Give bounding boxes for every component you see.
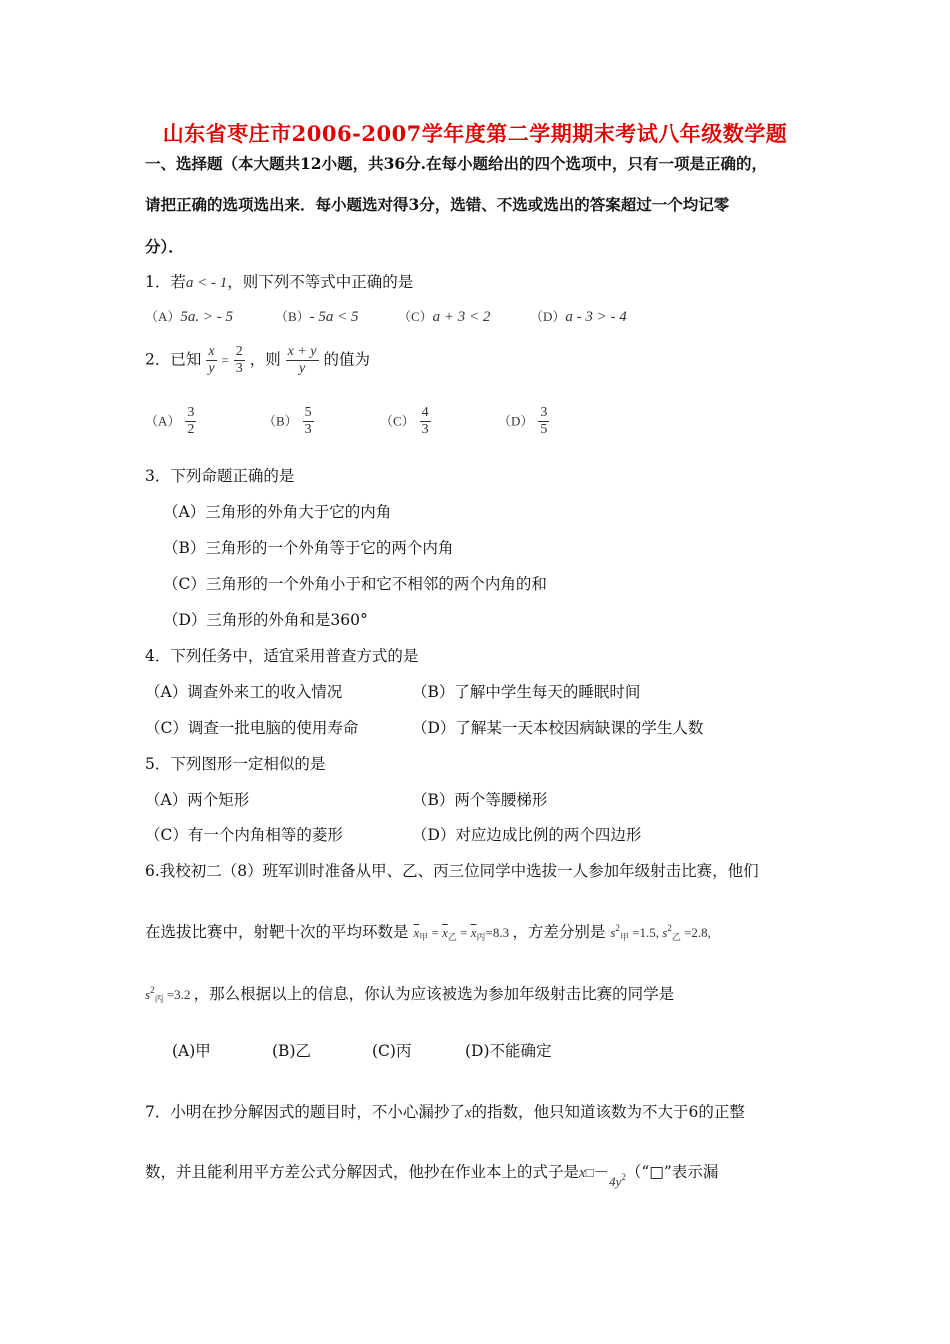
q6-option-d: (D)不能确定 [465, 1042, 552, 1060]
q1-option-c-math: a + 3 < 2 [432, 309, 491, 325]
q2-middle-text: ，则 [249, 350, 281, 369]
q7-expr-minus: － [593, 1163, 610, 1181]
q1-option-b: （B）- 5a < 5 [275, 309, 359, 325]
q1-option-b-math: - 5a < 5 [309, 309, 359, 325]
q6-mean-expression: $\overline{x}_甲 = \overline{x}_乙 = \overline{x}_丙=8.3$ [413, 925, 510, 942]
q1-option-a-math: 5a. > - 5 [180, 309, 234, 325]
question-6-line2 [145, 920, 711, 943]
q2-prefix: 2．已知 [145, 350, 202, 369]
section-instructions-line1: 一、选择题（本大题共12小题，共36分.在每小题给出的四个选项中，只有一项是正确的， [145, 154, 768, 173]
question-6-line3 [145, 982, 674, 1005]
q2-fraction-2-over-3: $\frac{2}{3}$ [235, 344, 243, 376]
q6-option-b: (B)乙 [272, 1042, 311, 1060]
q2-fraction-x-over-y: $\frac{x}{y}$ [208, 344, 215, 376]
q2-equals: = [221, 352, 229, 368]
question-5-stem: 5．下列图形一定相似的是 [145, 755, 326, 773]
q2-option-c: （C） $\frac{4}{3}$ [380, 405, 429, 437]
q1-option-c: （C）a + 3 < 2 [398, 309, 491, 325]
q6-variance-bing: $s^2_丙 =3.2$ [145, 985, 191, 1004]
question-7-line1 [145, 1100, 745, 1122]
q6-line2-prefix: 在选拔比赛中，射靶十次的平均环数是 [145, 923, 409, 941]
q2-option-d: （D） $\frac{3}{5}$ [498, 405, 548, 437]
q3-option-a: （A）三角形的外角大于它的内角 [163, 503, 392, 521]
q5-option-c: （C）有一个内角相等的菱形 [145, 826, 343, 844]
q4-option-a: （A）调查外来工的收入情况 [145, 683, 343, 701]
q5-option-b: （B）两个等腰梯形 [412, 791, 548, 809]
section-instructions-line3: 分）． [145, 237, 184, 256]
q6-option-c: (C)丙 [372, 1042, 412, 1060]
q1-option-d: （D）a - 3 > - 4 [530, 309, 627, 325]
q2-fraction-sum-over-y: $\frac{x + y}{y}$ [287, 344, 317, 376]
question-6-line1: 6.我校初二（8）班军训时准备从甲、乙、丙三位同学中选拔一人参加年级射击比赛，他们 [145, 862, 759, 880]
q7-line2-prefix: 数，并且能利用平方差公式分解因式，他抄在作业本上的式子是 [145, 1163, 580, 1181]
q7-expr-box: □ [585, 1165, 594, 1180]
q4-option-c: （C）调查一批电脑的使用寿命 [145, 719, 359, 737]
q6-line3-text: ，那么根据以上的信息，你认为应该被选为参加年级射击比赛的同学是 [193, 985, 675, 1003]
q3-option-b: （B）三角形的一个外角等于它的两个内角 [163, 539, 454, 557]
q1-option-a: （A）5a. > - 5 [145, 309, 234, 325]
q3-option-d: （D）三角形的外角和是360° [163, 611, 368, 629]
q2-suffix: 的值为 [323, 350, 370, 369]
q2-option-a: （A） $\frac{3}{2}$ [145, 405, 195, 437]
section-instructions-line2: 请把正确的选项选出来．每小题选对得3分，选错、不选或选出的答案超过一个均记零 [145, 195, 730, 214]
q7-expr-x: x [579, 1165, 586, 1181]
question-1-stem [145, 270, 413, 292]
q7-line1-prefix: 7．小明在抄分解因式的题目时，不小心漏抄了 [145, 1103, 465, 1121]
q1-stem-suffix: ，则下列不等式中正确的是 [227, 273, 414, 291]
q6-variance-jia: $s^2_甲 =1.5$, [610, 923, 659, 942]
question-3-stem: 3．下列命题正确的是 [145, 467, 295, 485]
q7-variable-x: x [464, 1105, 472, 1121]
question-2-stem [145, 344, 370, 377]
q2-option-b: （B） $\frac{5}{3}$ [263, 405, 312, 437]
q5-option-d: （D）对应边成比例的两个四边形 [412, 826, 642, 844]
q1-condition: a < - 1 [185, 275, 228, 291]
q7-expr-term: 4y2 [609, 1172, 626, 1189]
question-7-line2 [145, 1160, 719, 1189]
q7-line2-suffix: （“□”表示漏 [625, 1163, 719, 1181]
q6-variance-yi: $s^2_乙 =2.8$, [662, 923, 711, 942]
question-4-stem: 4．下列任务中，适宜采用普查方式的是 [145, 647, 419, 665]
exam-title: 山东省枣庄市2006-2007学年度第二学期期末考试八年级数学题 [162, 121, 788, 146]
q7-line1-suffix: 的指数，他只知道该数为不大于6的正整 [471, 1103, 745, 1121]
q6-option-a: (A)甲 [172, 1042, 211, 1060]
q3-option-c: （C）三角形的一个外角小于和它不相邻的两个内角的和 [163, 575, 547, 593]
q1-stem-prefix: 1．若 [145, 273, 186, 291]
q1-option-d-math: a - 3 > - 4 [565, 309, 627, 325]
q5-option-a: （A）两个矩形 [145, 791, 250, 809]
q4-option-b: （B）了解中学生每天的睡眠时间 [412, 683, 641, 701]
q4-option-d: （D）了解某一天本校因病缺课的学生人数 [412, 719, 704, 737]
q6-line2-middle: ，方差分别是 [512, 923, 606, 941]
